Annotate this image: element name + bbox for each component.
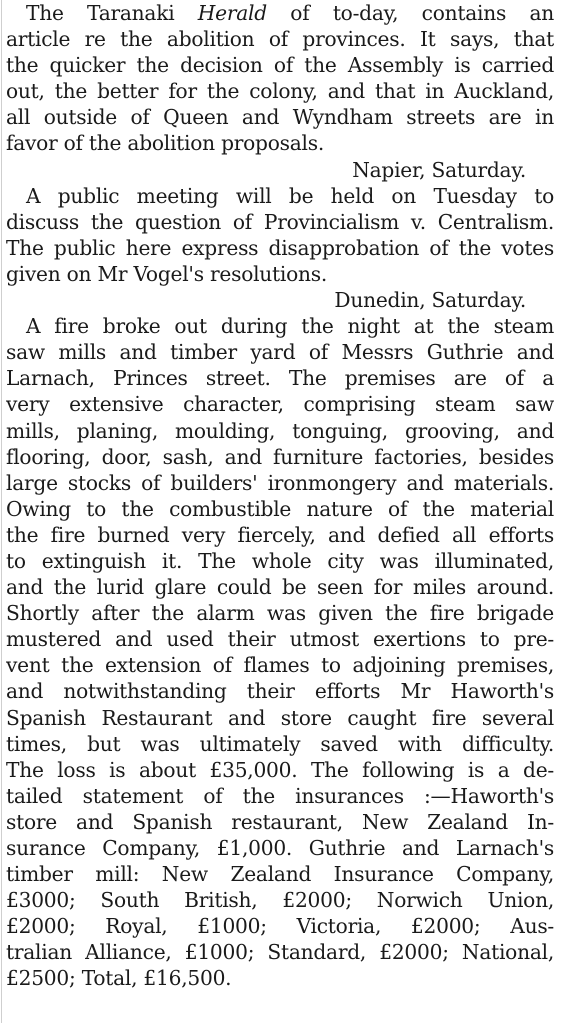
- text-line: £3000; South British, £2000; Norwich Union,: [6, 888, 554, 913]
- text-line: £2000; Royal, £1000; Victoria, £2000; Aus-: [6, 914, 554, 939]
- text-line: mustered and used their utmost exertions to pre-: [6, 627, 554, 652]
- text-line: all outside of Queen and Wyndham streets are in: [6, 105, 554, 130]
- newspaper-name: Herald: [197, 1, 267, 25]
- text-line: the quicker the decision of the Assembly is carried: [6, 53, 554, 78]
- dateline: Napier, Saturday.: [352, 157, 526, 182]
- text-line: favor of the abolition proposals.: [6, 131, 325, 156]
- text-line: out, the better for the colony, and that in Auckland,: [6, 79, 554, 104]
- text-line: A fire broke out during the night at the steam: [26, 314, 554, 339]
- text-line: £2500; Total, £16,500.: [6, 966, 232, 991]
- text-line: and notwithstanding their efforts Mr Haworth's: [6, 679, 554, 704]
- text-line: store and Spanish restaurant, New Zealand In-: [6, 809, 554, 834]
- text-line: tailed statement of the insurances :—Haworth's: [6, 783, 554, 808]
- text-line: mills, planing, moulding, tonguing, grooving, and: [6, 418, 554, 443]
- text-line: The public here express disapprobation of the votes: [6, 235, 554, 260]
- column-rule: [1, 0, 2, 1023]
- text-line: article re the abolition of provinces. It says, that: [6, 27, 554, 52]
- text-line: saw mills and timber yard of Messrs Guthrie and: [6, 340, 554, 365]
- text-line: discuss the question of Provincialism v. Centralism.: [6, 209, 554, 234]
- text-line: The Taranaki Herald of to-day, contains an: [26, 1, 554, 25]
- text-line: Larnach, Princes street. The premises are of a: [6, 366, 554, 391]
- text-line: very extensive character, comprising steam saw: [6, 392, 554, 417]
- text-line: flooring, door, sash, and furniture factories, besides: [6, 444, 554, 469]
- text-line: Owing to the combustible nature of the material: [6, 496, 554, 521]
- dateline: Dunedin, Saturday.: [334, 288, 526, 313]
- text-line: Spanish Restaurant and store caught fire several: [6, 705, 554, 730]
- text-line: Shortly after the alarm was given the fire brigade: [6, 601, 554, 626]
- text-line: A public meeting will be held on Tuesday to: [26, 183, 554, 208]
- text-line: timber mill: New Zealand Insurance Company,: [6, 862, 554, 887]
- text-line: The loss is about £35,000. The following is a de-: [6, 757, 554, 782]
- text-line: large stocks of builders' ironmongery and materials.: [6, 470, 554, 495]
- text-line: and the lurid glare could be seen for miles around.: [6, 575, 554, 600]
- text-line: surance Company, £1,000. Guthrie and Larnach's: [6, 836, 554, 860]
- text-line: tralian Alliance, £1000; Standard, £2000; National,: [6, 940, 554, 965]
- text-line: given on Mr Vogel's resolutions.: [6, 261, 328, 286]
- text-line: times, but was ultimately saved with difficulty.: [6, 731, 554, 756]
- text-line: to extinguish it. The whole city was illuminated,: [6, 548, 554, 573]
- text-line: vent the extension of flames to adjoining premises,: [6, 653, 554, 678]
- article-column: [6, 0, 554, 992]
- text-line: the fire burned very fiercely, and defied all efforts: [6, 522, 554, 547]
